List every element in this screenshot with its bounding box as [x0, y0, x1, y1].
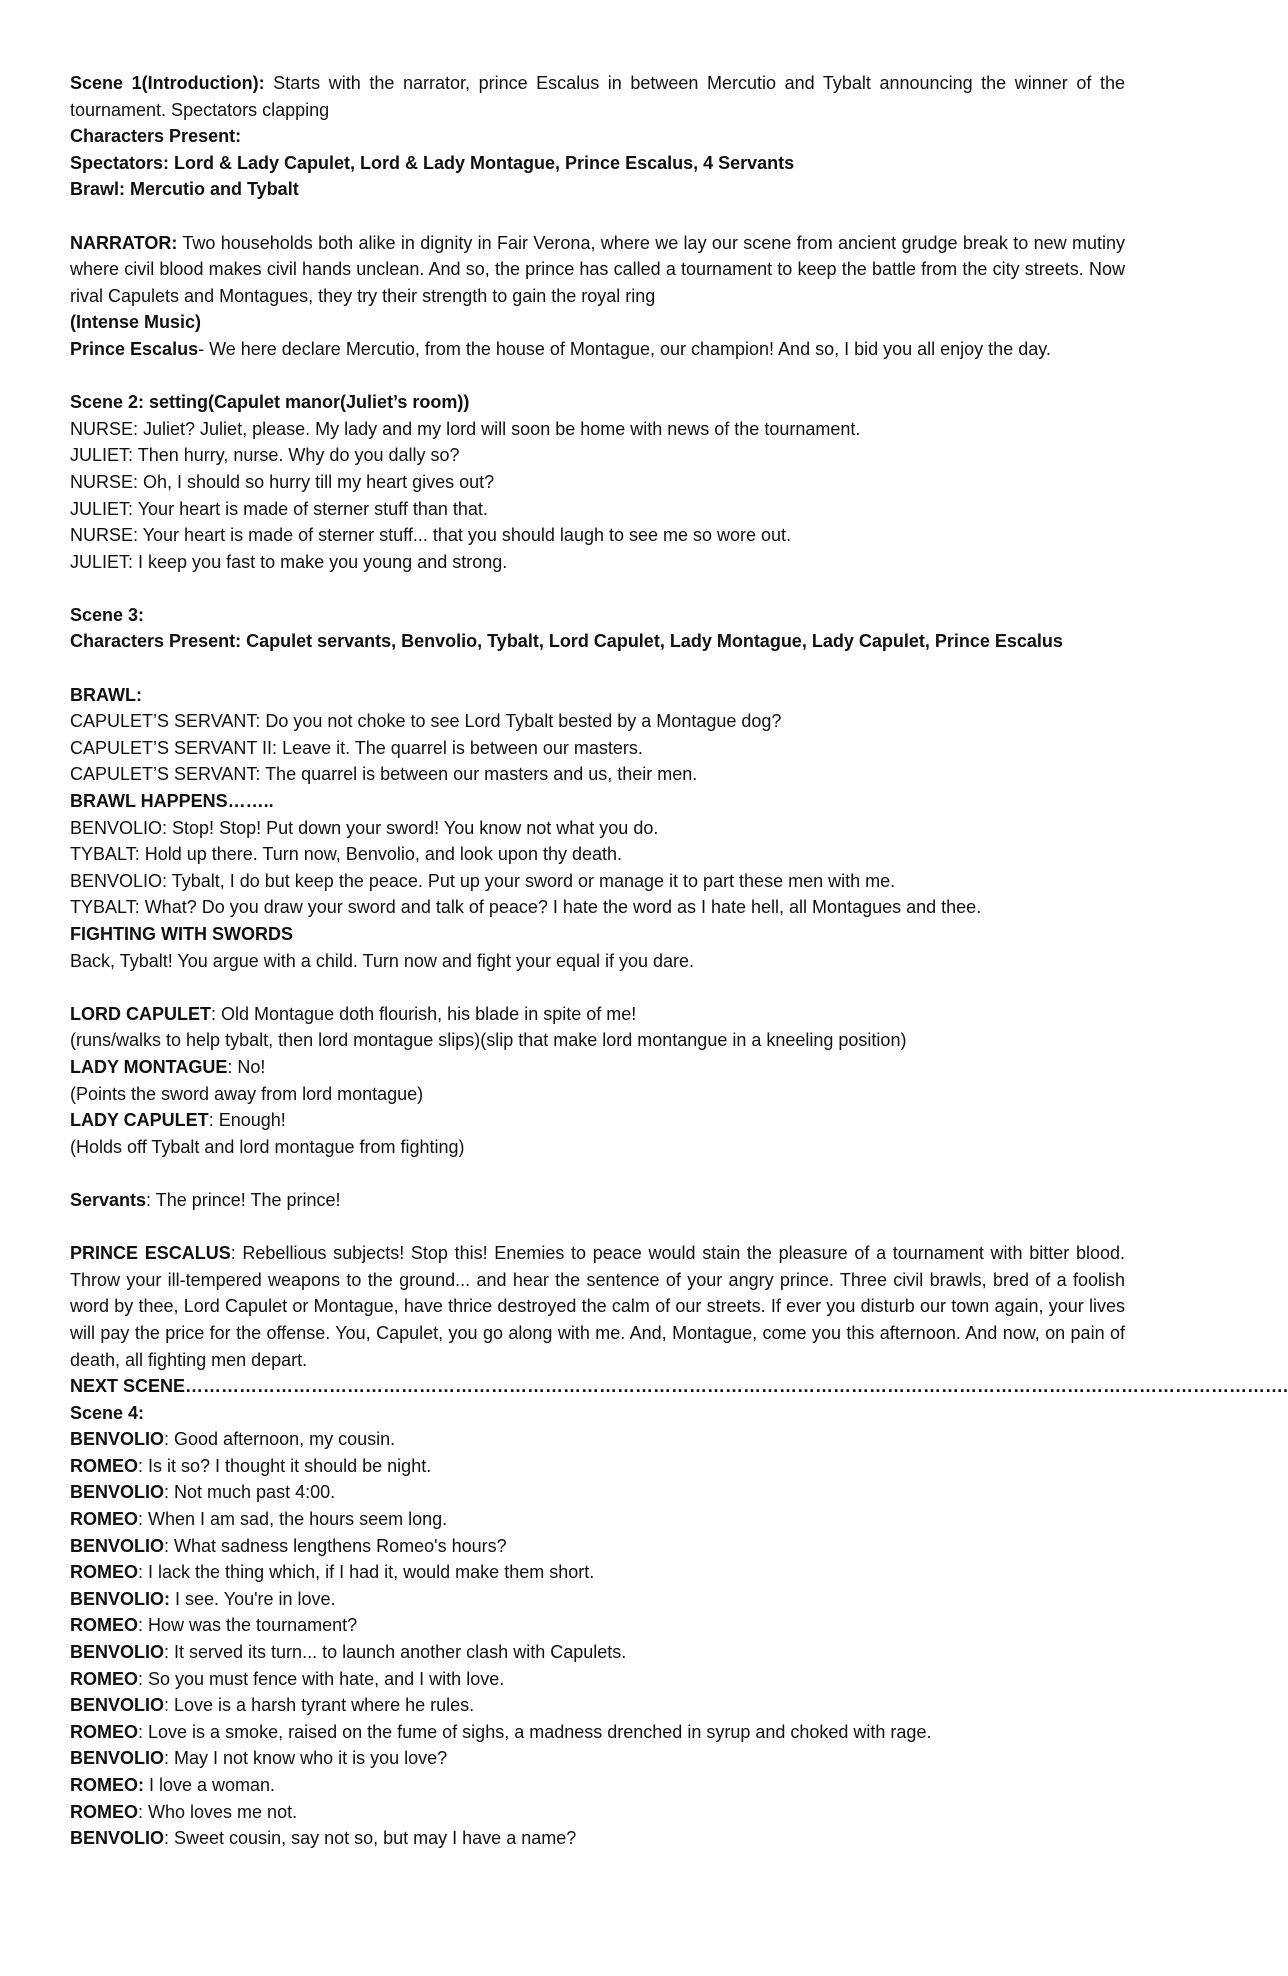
speaker-label: BENVOLIO — [70, 1828, 165, 1849]
speaker-label: LADY CAPULET — [70, 1110, 209, 1131]
speaker-label: BENVOLIO — [70, 1748, 165, 1769]
scene1-heading: Scene 1(Introduction): — [70, 73, 265, 93]
speaker-label: ROMEO — [70, 1801, 139, 1822]
speaker-label: LORD CAPULET — [70, 1003, 211, 1024]
prince-escalus-line — [70, 336, 1125, 363]
dialogue-line: CAPULET’S SERVANT: Do you not choke to see Lord Tybalt bested by a Montague dog? — [70, 711, 782, 732]
intense-music-direction: (Intense Music) — [70, 312, 202, 333]
stage-direction: (Points the sword away from lord montague) — [70, 1083, 424, 1104]
narrator-line — [70, 230, 1125, 310]
speaker-label: Servants — [70, 1189, 147, 1210]
scene2-heading: Scene 2: setting(Capulet manor(Juliet’s room)) — [70, 392, 470, 413]
lord-capulet-line — [70, 1001, 1125, 1028]
brawl-happens-heading: BRAWL HAPPENS…….. — [70, 791, 274, 812]
dialogue-line — [70, 1825, 1125, 1852]
line-text: : May I not know who it is you love? — [164, 1748, 448, 1769]
dialogue-line — [70, 1745, 1125, 1772]
dialogue-line: NURSE: Oh, I should so hurry till my heart gives out? — [70, 471, 495, 492]
speaker-label: BENVOLIO — [70, 1482, 165, 1503]
dialogue-line: TYBALT: Hold up there. Turn now, Benvolio, and look upon thy death. — [70, 844, 623, 865]
scene4-heading: Scene 4: — [70, 1402, 145, 1423]
speaker-label: PRINCE ESCALUS — [70, 1243, 231, 1264]
line-text: I love a woman. — [144, 1775, 276, 1795]
line-text: : Old Montague doth flourish, his blade in spite of me! — [211, 1003, 637, 1024]
dialogue-line — [70, 1479, 1125, 1506]
dialogue-line: TYBALT: What? Do you draw your sword and talk of peace? I hate the word as I hate hell, all Montagues and thee. — [70, 897, 982, 918]
prince-escalus-speech — [70, 1240, 1125, 1373]
spacer — [70, 575, 1125, 602]
brawl-heading: BRAWL: — [70, 684, 142, 705]
line-text: I see. You're in love. — [170, 1588, 336, 1609]
dialogue-line — [70, 1666, 1125, 1693]
speaker-label: ROMEO — [70, 1721, 139, 1742]
dialogue-line: JULIET: Your heart is made of sterner stuff than that. — [70, 498, 488, 519]
narrator-text: Two households both alike in dignity in Fair Verona, where we lay our scene from ancient grudge break to new mutiny where civil blood makes civil hands unclean. And so, the prince has called a tournament to keep the battle from the city streets. Now rival Capulets and Montagues, they try their strength to gain the royal ring — [70, 232, 1125, 306]
line-text: : Love is a smoke, raised on the fume of sighs, a madness drenched in syrup and choked with rage. — [138, 1721, 932, 1742]
dialogue-line: NURSE: Your heart is made of sterner stuff... that you should laugh to see me so wore out. — [70, 525, 792, 546]
scene3-heading: Scene 3: — [70, 604, 145, 625]
scene4-dialogue — [70, 1426, 1125, 1852]
dialogue-line — [70, 1772, 1125, 1799]
line-text: : Who loves me not. — [138, 1801, 298, 1822]
line-text: : What sadness lengthens Romeo's hours? — [164, 1535, 507, 1556]
dialogue-line: CAPULET’S SERVANT II: Leave it. The quarrel is between our masters. — [70, 737, 643, 758]
speaker-label: ROMEO — [70, 1455, 139, 1476]
line-text: : I lack the thing which, if I had it, would make them short. — [138, 1562, 595, 1583]
spacer — [70, 974, 1125, 1001]
dialogue-line — [70, 1506, 1125, 1533]
spacer — [70, 203, 1125, 230]
scene1-intro — [70, 70, 1125, 123]
line-text: : Good afternoon, my cousin. — [164, 1429, 396, 1450]
dialogue-line: JULIET: I keep you fast to make you young and strong. — [70, 551, 508, 572]
dialogue-line: NURSE: Juliet? Juliet, please. My lady and my lord will soon be home with news of the tournament. — [70, 418, 861, 439]
dialogue-line — [70, 1719, 1125, 1746]
speaker-label: ROMEO — [70, 1615, 139, 1636]
scene1-spectators: Spectators: Lord & Lady Capulet, Lord & Lady Montague, Prince Escalus, 4 Servants — [70, 152, 795, 173]
speaker-label: ROMEO — [70, 1509, 139, 1530]
dialogue-line: JULIET: Then hurry, nurse. Why do you dally so? — [70, 445, 460, 466]
speaker-label: LADY MONTAGUE — [70, 1056, 228, 1077]
speaker-label: ROMEO: — [70, 1775, 144, 1795]
line-text: : Not much past 4:00. — [164, 1482, 336, 1503]
dialogue-line: BENVOLIO: Tybalt, I do but keep the peace. Put up your sword or manage it to part these men with me. — [70, 870, 896, 891]
dialogue-line — [70, 1426, 1125, 1453]
line-text: : It served its turn... to launch another clash with Capulets. — [164, 1642, 627, 1663]
dialogue-line — [70, 1692, 1125, 1719]
dialogue-line — [70, 1799, 1125, 1826]
dialogue-line — [70, 1639, 1125, 1666]
dialogue-line: Back, Tybalt! You argue with a child. Turn now and fight your equal if you dare. — [70, 950, 695, 971]
line-text: : So you must fence with hate, and I with love. — [138, 1668, 505, 1689]
narrator-label: NARRATOR: — [70, 232, 178, 253]
scene3-characters: Characters Present: Capulet servants, Benvolio, Tybalt, Lord Capulet, Lady Montague, Lady Capulet, Prince Escalus — [70, 631, 1063, 652]
line-text: : Sweet cousin, say not so, but may I have a name? — [164, 1828, 577, 1849]
line-text: : The prince! The prince! — [146, 1189, 341, 1210]
line-text: : When I am sad, the hours seem long. — [138, 1509, 448, 1530]
line-text: : No! — [227, 1056, 266, 1077]
spacer — [70, 655, 1125, 682]
spacer — [70, 1160, 1125, 1187]
line-text: : How was the tournament? — [138, 1615, 358, 1636]
dialogue-line: CAPULET’S SERVANT: The quarrel is between our masters and us, their men. — [70, 764, 698, 785]
speaker-label: ROMEO — [70, 1562, 139, 1583]
prince-escalus-text: - We here declare Mercutio, from the house of Montague, our champion! And so, I bid you all enjoy the day. — [198, 338, 1051, 359]
dialogue-line — [70, 1533, 1125, 1560]
speaker-label: BENVOLIO — [70, 1695, 165, 1716]
speaker-label: BENVOLIO — [70, 1535, 165, 1556]
dialogue-line — [70, 1453, 1125, 1480]
stage-direction: (runs/walks to help tybalt, then lord montague slips)(slip that make lord montangue in a kneeling position) — [70, 1030, 907, 1051]
dialogue-line — [70, 1612, 1125, 1639]
prince-escalus-label: Prince Escalus — [70, 338, 199, 359]
scene1-brawl: Brawl: Mercutio and Tybalt — [70, 179, 299, 200]
speaker-label: ROMEO — [70, 1668, 139, 1689]
line-text: : Is it so? I thought it should be night. — [138, 1455, 432, 1476]
spacer — [70, 1214, 1125, 1241]
line-text: : Rebellious subjects! Stop this! Enemies to peace would stain the pleasure of a tournament with bitter blood. Throw your ill-tempered weapons to the ground... and hear the sentence of your angry prince. Three civil brawls, bred of a foolish word by thee, Lord Capulet or Montague, have thrice destroyed the calm of our streets. If ever you disturb our town again, your lives will pay the price for the offense. You, Capulet, you go along with me. And, Montague, come you this afternoon. And now, on pain of death, all fighting men depart. — [70, 1243, 1125, 1370]
lady-montague-line — [70, 1054, 1125, 1081]
line-text: : Enough! — [208, 1110, 286, 1131]
stage-direction: (Holds off Tybalt and lord montague from fighting) — [70, 1136, 465, 1157]
dialogue-line: BENVOLIO: Stop! Stop! Put down your sword! You know not what you do. — [70, 817, 659, 838]
servants-line — [70, 1187, 1125, 1214]
dialogue-line — [70, 1559, 1125, 1586]
speaker-label: BENVOLIO — [70, 1642, 165, 1663]
line-text: : Love is a harsh tyrant where he rules. — [164, 1695, 475, 1716]
speaker-label: BENVOLIO — [70, 1429, 165, 1450]
lady-capulet-line — [70, 1107, 1125, 1134]
next-scene-divider: NEXT SCENE…………………………………………………………………………………………………………………………………………………………………. — [70, 1376, 1288, 1397]
fighting-with-swords-heading: FIGHTING WITH SWORDS — [70, 924, 293, 944]
scene1-intro-text: Starts with the narrator, prince Escalus in between Mercutio and Tybalt announcing the winner of the tournament. Spectators clapping — [70, 73, 1125, 120]
speaker-label: BENVOLIO: — [70, 1588, 171, 1609]
spacer — [70, 363, 1125, 390]
scene1-characters-present: Characters Present: — [70, 126, 242, 147]
dialogue-line — [70, 1586, 1125, 1613]
